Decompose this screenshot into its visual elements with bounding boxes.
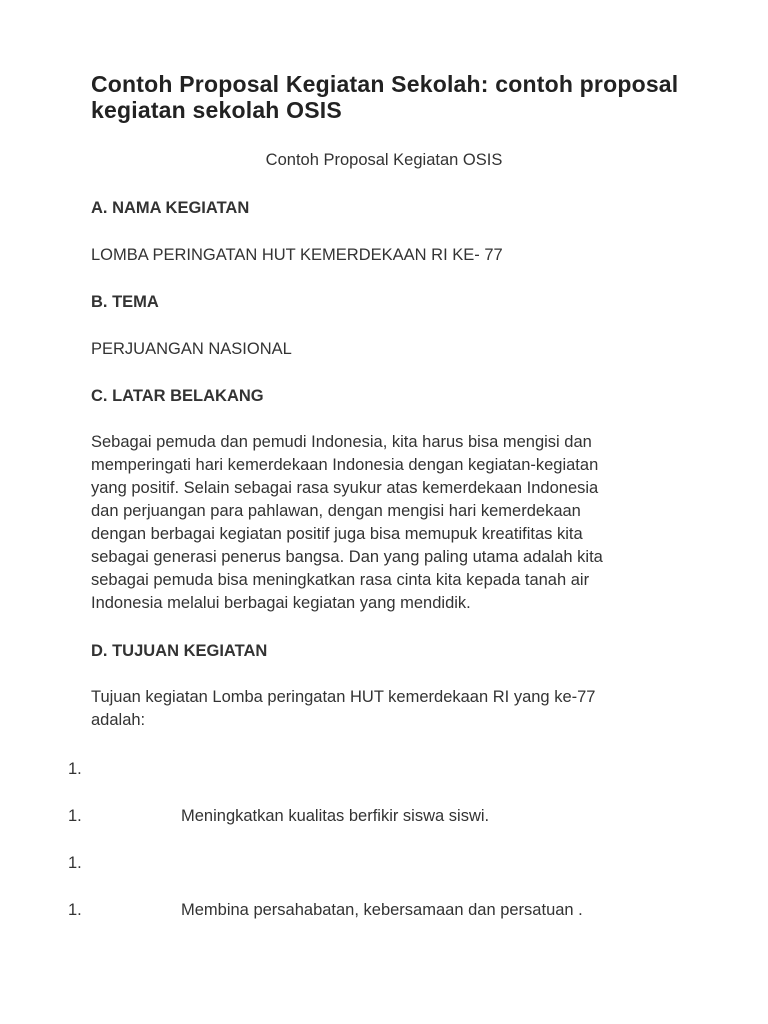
paragraph-line: dengan berbagai kegiatan positif juga bisa memupuk kreatifitas kita — [91, 525, 583, 543]
list-item-text: Membina persahabatan, kebersamaan dan persatuan . — [181, 901, 583, 919]
section-d-heading: D. TUJUAN KEGIATAN — [91, 642, 268, 660]
paragraph-line: yang positif. Selain sebagai rasa syukur atas kemerdekaan Indonesia — [91, 479, 599, 497]
list-item-text: Meningkatkan kualitas berfikir siswa siswi. — [181, 807, 490, 825]
paragraph-line: adalah: — [91, 711, 146, 729]
document-subtitle: Contoh Proposal Kegiatan OSIS — [265, 151, 503, 169]
paragraph-line: Sebagai pemuda dan pemudi Indonesia, kita harus bisa mengisi dan — [91, 433, 592, 451]
paragraph-line: memperingati hari kemerdekaan Indonesia dengan kegiatan-kegiatan — [91, 456, 599, 474]
section-a-heading: A. NAMA KEGIATAN — [91, 199, 250, 217]
section-c-paragraph — [91, 431, 681, 615]
paragraph-line: Indonesia melalui berbagai kegiatan yang mendidik. — [91, 594, 471, 612]
section-c-heading: C. LATAR BELAKANG — [91, 387, 264, 405]
paragraph-line: sebagai pemuda bisa meningkatkan rasa cinta kita kepada tanah air — [91, 571, 590, 589]
section-b-content: PERJUANGAN NASIONAL — [91, 340, 292, 358]
list-item-number: 1. — [68, 901, 82, 919]
paragraph-line: sebagai generasi penerus bangsa. Dan yang paling utama adalah kita — [91, 548, 603, 566]
list-item-number: 1. — [68, 760, 82, 778]
list-item-number: 1. — [68, 854, 82, 872]
section-b-heading: B. TEMA — [91, 293, 159, 311]
list-item-number: 1. — [68, 807, 82, 825]
document-title: Contoh Proposal Kegiatan Sekolah: contoh proposal kegiatan sekolah OSIS — [91, 71, 679, 123]
section-d-intro — [91, 686, 681, 732]
section-a-content: LOMBA PERINGATAN HUT KEMERDEKAAN RI KE- 77 — [91, 246, 503, 264]
paragraph-line: dan perjuangan para pahlawan, dengan mengisi hari kemerdekaan — [91, 502, 581, 520]
paragraph-line: Tujuan kegiatan Lomba peringatan HUT kemerdekaan RI yang ke-77 — [91, 688, 596, 706]
